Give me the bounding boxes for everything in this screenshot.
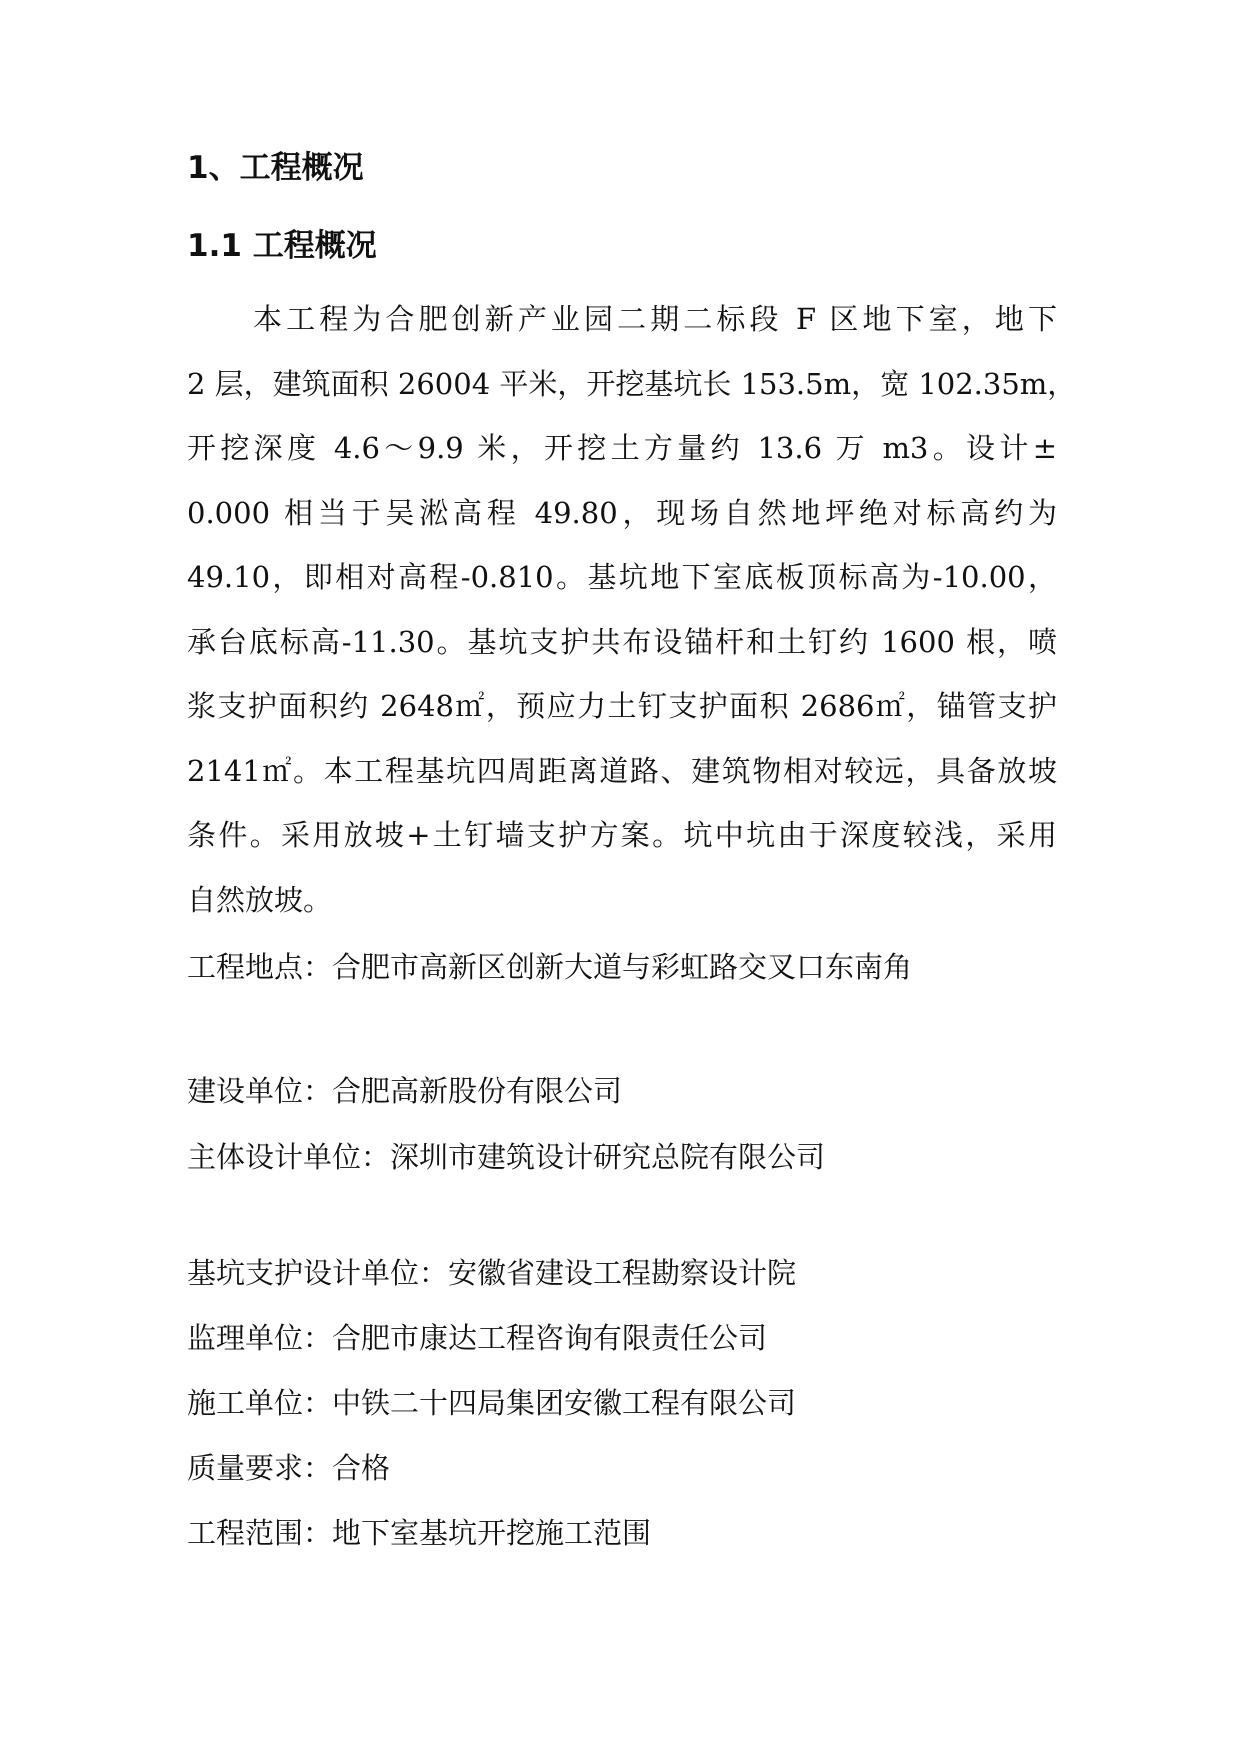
paragraph-line: 2 层，建筑面积 26004 平米，开挖基坑长 153.5m，宽 102.35m，: [187, 366, 1077, 401]
project-scope: 工程范围：地下室基坑开挖施工范围: [187, 1516, 652, 1550]
main-design-unit: 主体设计单位：深圳市建筑设计研究总院有限公司: [187, 1140, 826, 1174]
project-location: 工程地点：合肥市高新区创新大道与彩虹路交叉口东南角: [187, 950, 913, 984]
paragraph-line: 本工程为合肥创新产业园二期二标段 F 区地下室，地下: [253, 302, 1057, 336]
overview-paragraph: [187, 294, 1077, 939]
paragraph-line: 自然放坡。: [187, 882, 333, 917]
paragraph-line: 承台底标高-11.30。基坑支护共布设锚杆和土钉约 1600 根，喷: [187, 624, 1057, 659]
project-owner: 建设单位：合肥高新股份有限公司: [187, 1074, 623, 1108]
paragraph-line: 49.10，即相对高程-0.810。基坑地下室底板顶标高为-10.00，: [187, 560, 1057, 594]
paragraph-line: 浆支护面积约 2648㎡，预应力土钉支护面积 2686㎡，锚管支护: [187, 689, 1057, 723]
construction-unit: 施工单位：中铁二十四局集团安徽工程有限公司: [187, 1386, 797, 1420]
paragraph-line: 0.000 相当于吴淞高程 49.80，现场自然地坪绝对标高约为: [187, 495, 1057, 530]
subsection-heading: 1.1 工程概况: [187, 228, 377, 264]
paragraph-line: 2141㎡。本工程基坑四周距离道路、建筑物相对较远，具备放坡: [187, 753, 1057, 788]
section-heading: 1、工程概况: [187, 150, 364, 186]
pit-support-design-unit: 基坑支护设计单位：安徽省建设工程勘察设计院: [187, 1256, 797, 1290]
supervision-unit: 监理单位：合肥市康达工程咨询有限责任公司: [187, 1321, 768, 1355]
quality-requirement: 质量要求：合格: [187, 1451, 391, 1485]
paragraph-line: 开挖深度 4.6～9.9 米，开挖土方量约 13.6 万 m3。设计±: [187, 431, 1057, 465]
paragraph-line: 条件。采用放坡+土钉墙支护方案。坑中坑由于深度较浅，采用: [187, 818, 1057, 852]
